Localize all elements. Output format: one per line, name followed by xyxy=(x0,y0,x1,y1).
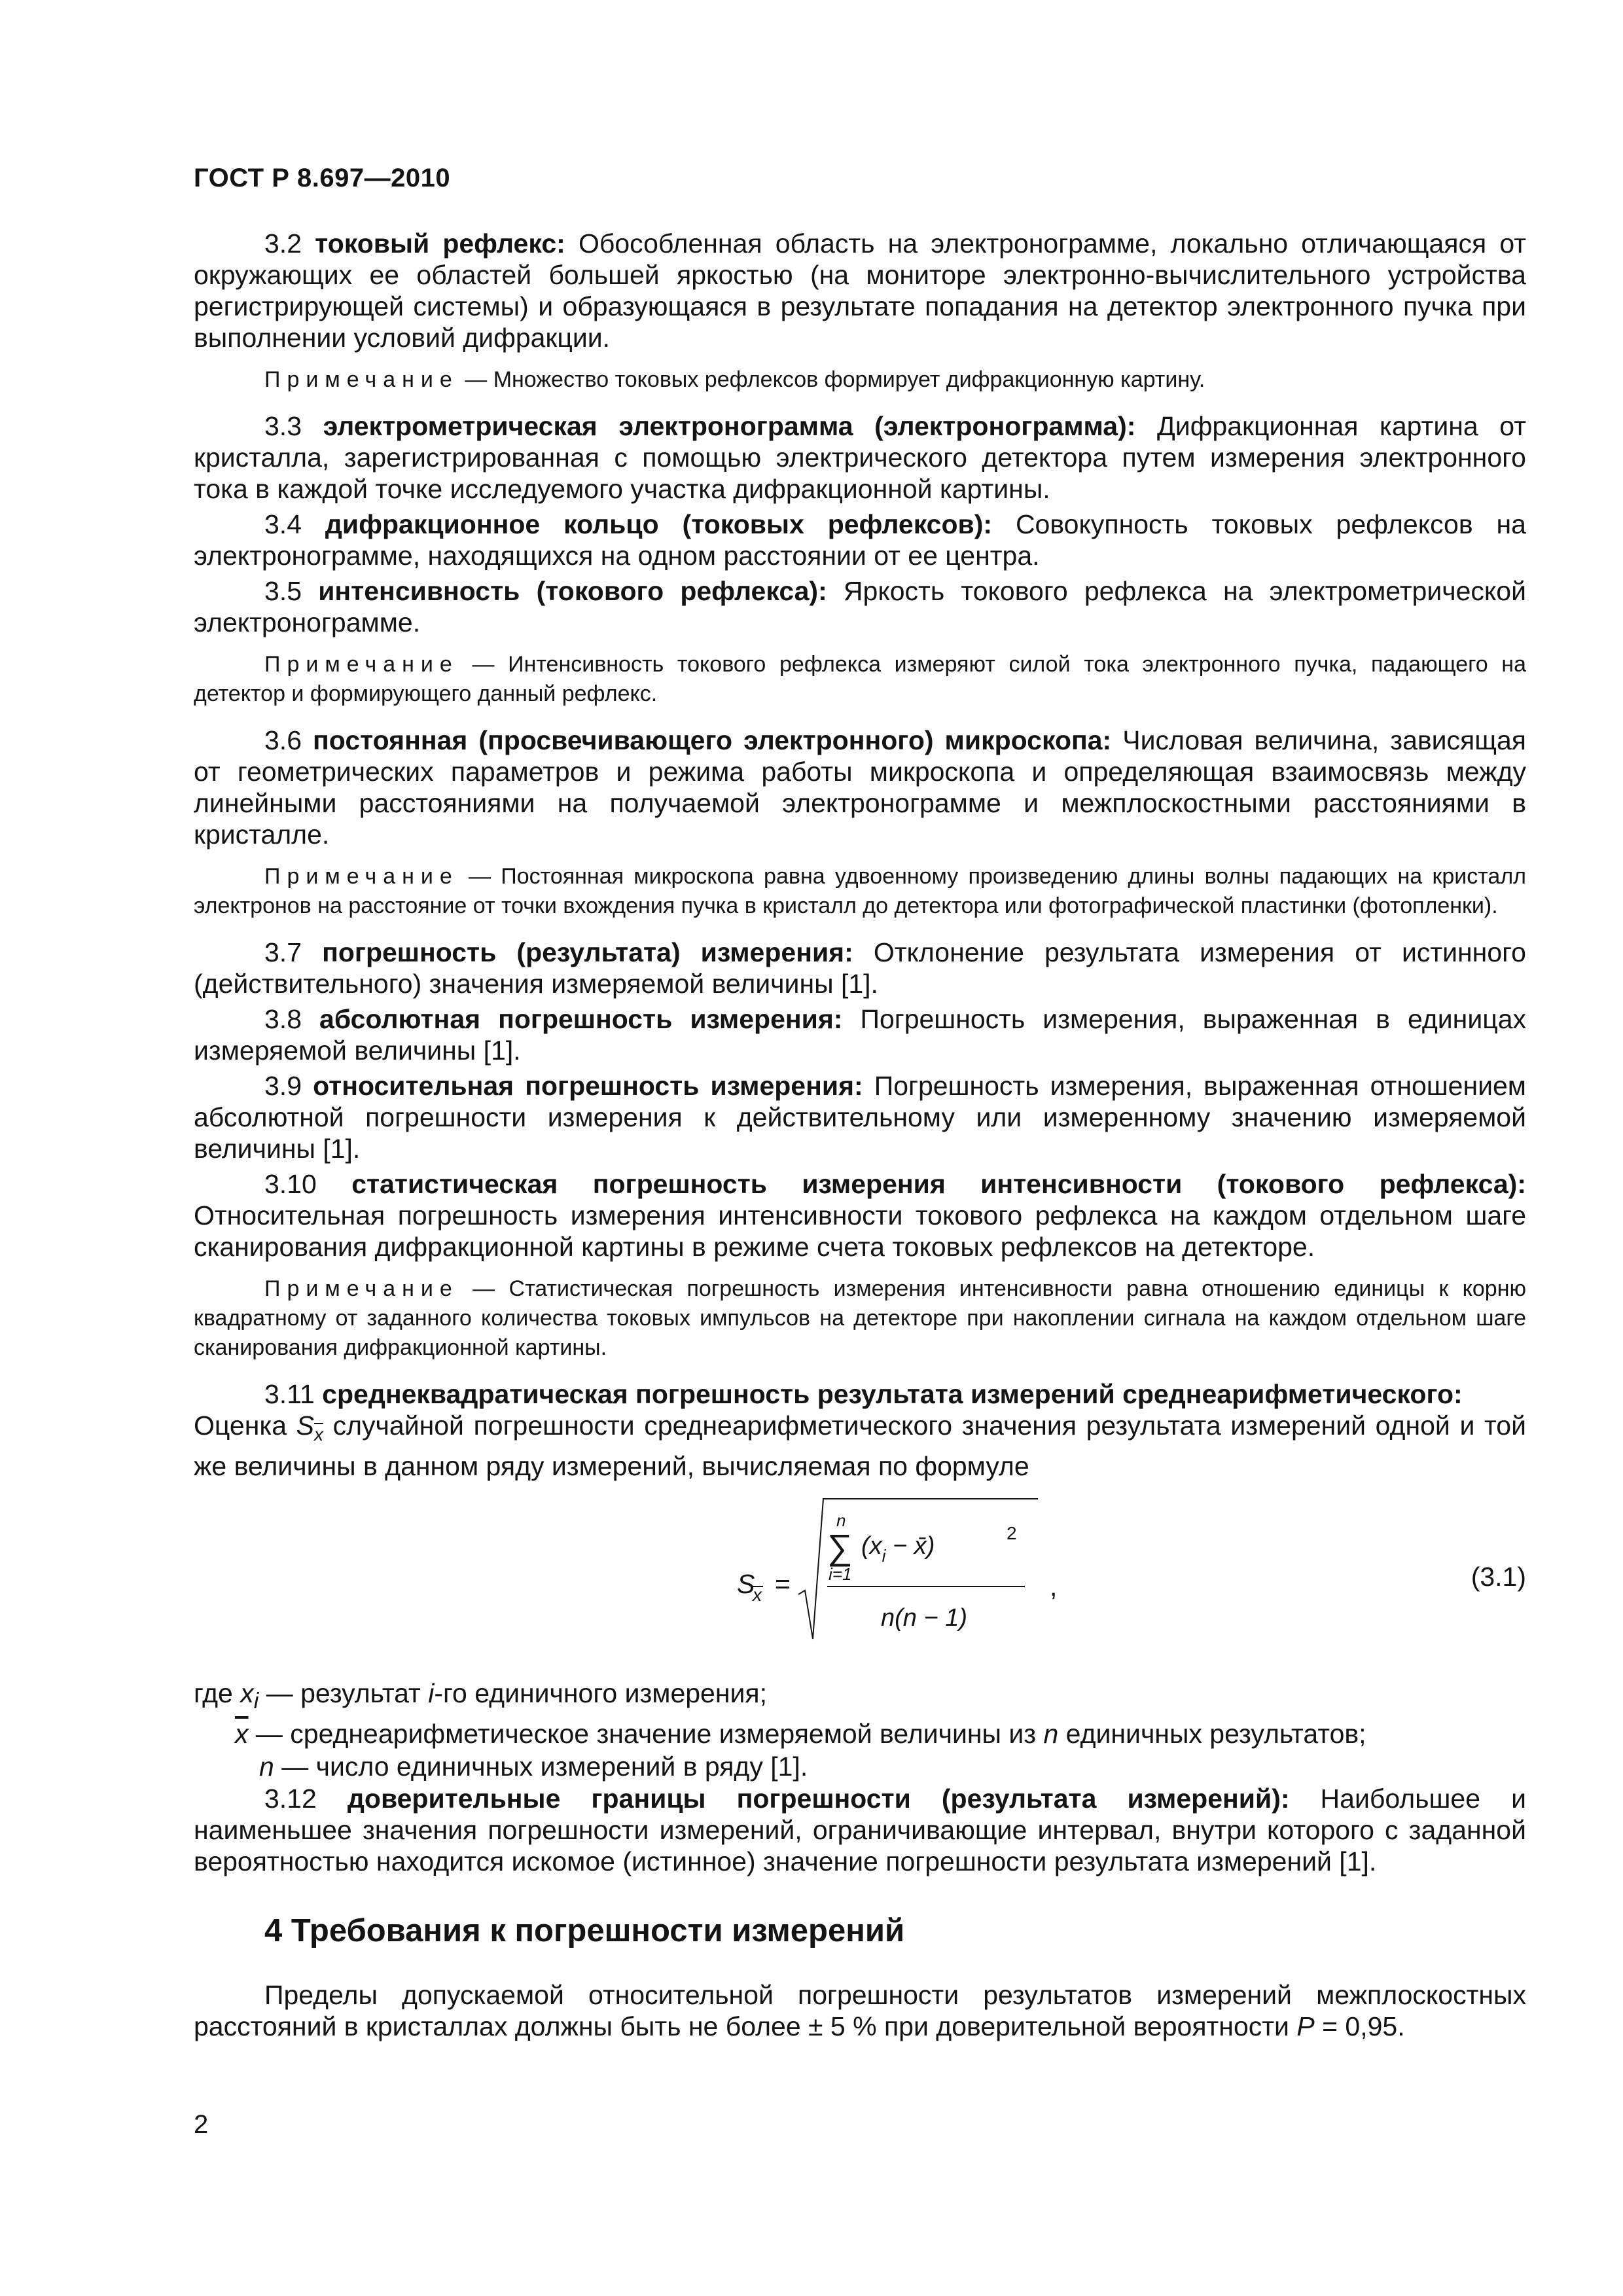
definition: Погрешность измерения, выраженная в единицах измеряемой величины [1]. xyxy=(194,1004,1527,1066)
definition-start: Оценка xyxy=(194,1410,296,1441)
note-text: — Постоянная микроскопа равна удвоенному произведению длины волны падающих на кристалл электронов на расстояние от точки вхождения пучка в кристалл до детектора или фотографической пластинки (фотопленки). xyxy=(194,864,1526,918)
clause-3-5 xyxy=(194,575,1526,638)
definition: Обособленная область на электронограмме, локально отличающаяся от окружающих ее областей большей яркостью (на мониторе электронно-вычислительного устройства регистрирующей системы) и образующаяся в результате попадания на детектор электронного пучка при выполнении условий дифракции. xyxy=(194,228,1526,353)
page-number: 2 xyxy=(194,2110,209,2139)
definition: Совокупность токовых рефлексов на электронограмме, находящихся на одном расстоянии от ее центра. xyxy=(194,509,1526,571)
formula-lhs: S xyxy=(737,1569,755,1600)
formula-comma: , xyxy=(1050,1571,1058,1602)
clause-number: 3.6 xyxy=(264,725,302,755)
numerator xyxy=(861,1532,935,1566)
clause-number: 3.2 xyxy=(264,228,302,259)
term: постоянная (просвечивающего электронного) микроскопа: xyxy=(313,725,1112,755)
section-4-text xyxy=(194,1979,1526,2042)
clause-number: 3.5 xyxy=(264,576,302,606)
note-text: — Интенсивность токового рефлекса измеряют силой тока электронного пучка, падающего на детектор и формирующего данный рефлекс. xyxy=(194,652,1526,706)
clause-3-2 xyxy=(194,228,1526,353)
def-sub: i xyxy=(253,1689,259,1714)
def-var: $\overline{x}$ xyxy=(235,1719,249,1749)
note-label: Примечание xyxy=(264,1276,459,1301)
def-n: n xyxy=(1043,1719,1059,1749)
formula-eq: = xyxy=(775,1569,791,1600)
term: относительная погрешность измерения: xyxy=(313,1071,863,1101)
note-label: Примечание xyxy=(264,367,459,392)
note-4 xyxy=(194,1274,1526,1363)
def-text: — число единичных измерений в ряду [1]. xyxy=(274,1751,808,1782)
definition-end: случайной погрешности среднеарифметического значения результата измерений одной и той же величины в данном ряду измерений, вычисляемая по формуле xyxy=(194,1410,1526,1482)
clause-number: 3.11 xyxy=(264,1379,315,1409)
clause-3-6 xyxy=(194,725,1526,850)
term: доверительные границы погрешности (результата измерений): xyxy=(347,1784,1290,1814)
def-prefix: где xyxy=(194,1678,241,1709)
clause-number: 3.12 xyxy=(264,1784,317,1814)
clause-3-10 xyxy=(194,1168,1526,1263)
clause-number: 3.8 xyxy=(264,1004,302,1034)
definition: Погрешность измерения, выраженная отношением абсолютной погрешности измерения к действительному или измеренному значению измеряемой величины [1]. xyxy=(194,1071,1526,1164)
numerator-rest: − x̄) xyxy=(885,1532,935,1560)
note-label: Примечание xyxy=(264,652,459,677)
formula-definitions xyxy=(194,1677,1526,1783)
sum-sign: ∑ xyxy=(827,1528,853,1568)
definition-n xyxy=(194,1750,1526,1783)
note-3 xyxy=(194,862,1526,921)
clause-number: 3.3 xyxy=(264,411,302,441)
formula-svg xyxy=(737,1488,1103,1665)
definition: Относительная погрешность измерения интенсивности токового рефлекса на каждом отдельном шаге сканирования дифракционной картины в режиме счета токовых рефлексов на детекторе. xyxy=(194,1200,1526,1262)
clause-3-4 xyxy=(194,509,1526,571)
def-i: i xyxy=(428,1678,435,1709)
definition: Наибольшее и наименьшее значения погрешности измерений, ограничивающие интервал, внутри которого с заданной вероятностью находится искомое (истинное) значение погрешности результата измерений [1]. xyxy=(194,1784,1526,1877)
term: электрометрическая электронограмма (электронограмма): xyxy=(323,411,1136,441)
definition-x-bar xyxy=(194,1717,1526,1750)
requirement-text: Пределы допускаемой относительной погрешности результатов измерений межплоскостных расстояний в кристаллах должны быть не более ± 5 % при доверительной вероятности xyxy=(194,1980,1526,2042)
clause-number: 3.7 xyxy=(264,937,302,967)
note-2 xyxy=(194,650,1526,709)
symbol-s-xbar: $S_{\overline{x}}$ xyxy=(296,1410,323,1445)
def-var: n xyxy=(259,1751,274,1782)
clause-3-8 xyxy=(194,1003,1526,1066)
power: 2 xyxy=(1007,1523,1017,1544)
definition: Отклонение результата измерения от истинного (действительного) значения измеряемой величины [1]. xyxy=(194,937,1526,999)
def-text-rest: единичных результатов; xyxy=(1058,1719,1366,1749)
clause-number: 3.10 xyxy=(264,1169,317,1199)
def-text: — среднеарифметическое значение измеряемой величины из xyxy=(248,1719,1044,1749)
term: абсолютная погрешность измерения: xyxy=(319,1004,843,1034)
term: статистическая погрешность измерения интенсивности (токового рефлекса): xyxy=(351,1169,1526,1199)
def-text: — результат xyxy=(259,1678,429,1709)
formula-number: (3.1) xyxy=(1471,1562,1526,1592)
document-body xyxy=(194,228,1526,2046)
definition: Числовая величина, зависящая от геометрических параметров и режима работы микроскопа и определяющая взаимосвязь между линейными расстояниями на получаемой электронограмме и межплоскостными расстояниями в кристалле. xyxy=(194,725,1526,850)
formula-lhs-sub: x xyxy=(753,1585,762,1605)
definition-x-i xyxy=(194,1677,1526,1717)
term: дифракционное кольцо (токовых рефлексов): xyxy=(325,509,993,539)
sum-top: n xyxy=(836,1511,846,1531)
note-1 xyxy=(194,365,1526,395)
note-text: — Статистическая погрешность измерения интенсивности равна отношению единицы к корню квадратному от заданного количества токовых импульсов на детекторе при накоплении сигнала на каждом отдельном шаге сканирования дифракционной картины. xyxy=(194,1276,1526,1360)
section-4-heading: 4 Требования к погрешности измерений xyxy=(264,1913,905,1949)
clause-number: 3.4 xyxy=(264,509,302,539)
document-header: ГОСТ Р 8.697—2010 xyxy=(194,164,451,192)
clause-3-12 xyxy=(194,1783,1526,1877)
clause-3-3 xyxy=(194,410,1526,505)
formula-3-1 xyxy=(194,1488,1526,1665)
term: токовый рефлекс: xyxy=(315,228,565,259)
numerator-open: (x xyxy=(861,1532,882,1560)
denominator: n(n − 1) xyxy=(881,1604,968,1632)
note-label: Примечание xyxy=(264,864,459,889)
clause-number: 3.9 xyxy=(264,1071,302,1101)
term: интенсивность (токового рефлекса): xyxy=(318,576,827,606)
definition: Дифракционная картина от кристалла, зарегистрированная с помощью электрического детектора путем измерения электронного тока в каждой точке исследуемого участка дифракционной картины. xyxy=(194,411,1526,504)
note-text: — Множество токовых рефлексов формирует дифракционную картину. xyxy=(458,367,1205,392)
def-var: x xyxy=(240,1678,254,1709)
term: среднеквадратическая погрешность результата измерений среднеарифметического: xyxy=(322,1379,1463,1409)
probability-var: P xyxy=(1296,2011,1315,2042)
requirement-value: = 0,95. xyxy=(1314,2011,1405,2042)
clause-3-9 xyxy=(194,1070,1526,1164)
numerator-sub: i xyxy=(882,1546,886,1566)
clause-3-7 xyxy=(194,937,1526,999)
sum-bottom: i=1 xyxy=(829,1564,852,1585)
definition: Яркость токового рефлекса на электрометрической электронограмме. xyxy=(194,576,1526,637)
def-text-rest: -го единичного измерения; xyxy=(434,1678,767,1709)
clause-3-11 xyxy=(194,1378,1526,1482)
term: погрешность (результата) измерения: xyxy=(322,937,853,967)
